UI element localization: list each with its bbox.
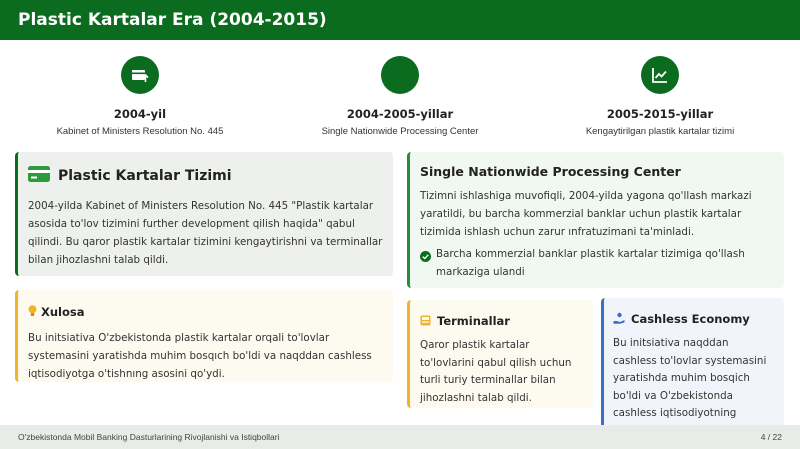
timeline-item-2004-2005 xyxy=(270,54,530,137)
slide-title: Plastic Kartalar Era (2004-2015) xyxy=(18,10,327,30)
card-body: Bu initsiativa O'zbekistonda plastik kartalar orqali to'lovlar systemasini yaratishda muhim bosqıch bo'ldi va naqddan cashless iqtisodiyotga o'tishnıng asosini qo'ydi. xyxy=(28,332,372,380)
timeline-year: 2004-yil xyxy=(113,107,167,121)
timeline-item-2004 xyxy=(10,54,270,137)
timeline-desc: Kengaytirilgan plastik kartalar tizimi xyxy=(585,126,735,137)
card-body: 2004-yilda Kabinet of Ministers Resolution No. 445 "Plastik kartalar asosida to'lov tizimini further development qilish haqida" qabul qilindi. Bu qaror plastik kartalar tizimini kengaytirishni va terminallar bilan jihozlashni talab qildi. xyxy=(28,200,383,266)
timeline xyxy=(0,54,800,144)
card-upload-icon xyxy=(131,66,149,84)
card-title: Plastic Kartalar Tizimi xyxy=(58,168,232,184)
card-body: Bu initsiativa naqddan cashless to'lovlar systemasini yaratishda muhim bosqich bo'ldi va O'zbekistonda cashless iqtisodiyotning xyxy=(613,337,767,419)
card-title-row xyxy=(28,166,383,186)
plastic-cards-card xyxy=(15,152,393,276)
timeline-item-2005-2015 xyxy=(530,54,790,137)
timeline-circle xyxy=(381,56,419,94)
terminal-icon xyxy=(420,311,431,330)
processing-center-card xyxy=(407,152,784,288)
cashless-economy-card xyxy=(601,298,784,440)
card-title-row xyxy=(613,309,774,328)
card-body: Qaror plastik kartalar to'lovlarini qabul qilish uchun turli turiy terminallar bilan jihozlashni talab qildi. xyxy=(420,339,572,404)
footer-title: O'zbekistonda Mobil Banking Dasturlarining Rivojlanishi va Istiqbollari xyxy=(18,432,280,442)
conclusion-card xyxy=(15,290,393,382)
card-title: Single Nationwide Processing Center xyxy=(420,164,681,179)
card-title: Cashless Economy xyxy=(631,311,750,326)
chart-line-icon xyxy=(651,66,669,84)
card-title: Terminallar xyxy=(437,313,510,328)
bullet-item xyxy=(420,245,774,281)
timeline-circle xyxy=(641,56,679,94)
timeline-desc: Kabinet of Ministers Resolution No. 445 xyxy=(56,126,224,137)
timeline-circle xyxy=(121,56,159,94)
bullet-text: Barcha kommerzial banklar plastik kartalar tizimiga qo'llash markaziga ulandi xyxy=(436,248,745,278)
coins-hand-icon xyxy=(613,309,625,328)
card-title-row xyxy=(28,302,383,321)
card-title-row xyxy=(420,311,583,330)
credit-card-icon xyxy=(28,166,50,186)
timeline-year: 2004-2005-yillar xyxy=(346,107,454,121)
timeline-desc: Single Nationwide Processing Center xyxy=(321,126,479,137)
lightbulb-icon xyxy=(28,302,37,321)
terminals-card xyxy=(407,300,593,408)
card-title: Xulosa xyxy=(41,304,85,319)
check-circle-icon xyxy=(420,250,431,268)
slide-footer xyxy=(0,425,800,449)
page-number: 4 / 22 xyxy=(760,432,782,442)
timeline-year: 2005-2015-yillar xyxy=(606,107,714,121)
slide-header xyxy=(0,0,800,40)
card-body: Tizimni ishlashiga muvofiqli, 2004-yilda yagona qo'llash markazi yaratildi, bu barcha kommerzial banklar uchun plastik kartalar tizimida ishlash uchun zarur ınfratuzimani ta'minladi. xyxy=(420,190,752,238)
network-icon xyxy=(391,66,409,84)
